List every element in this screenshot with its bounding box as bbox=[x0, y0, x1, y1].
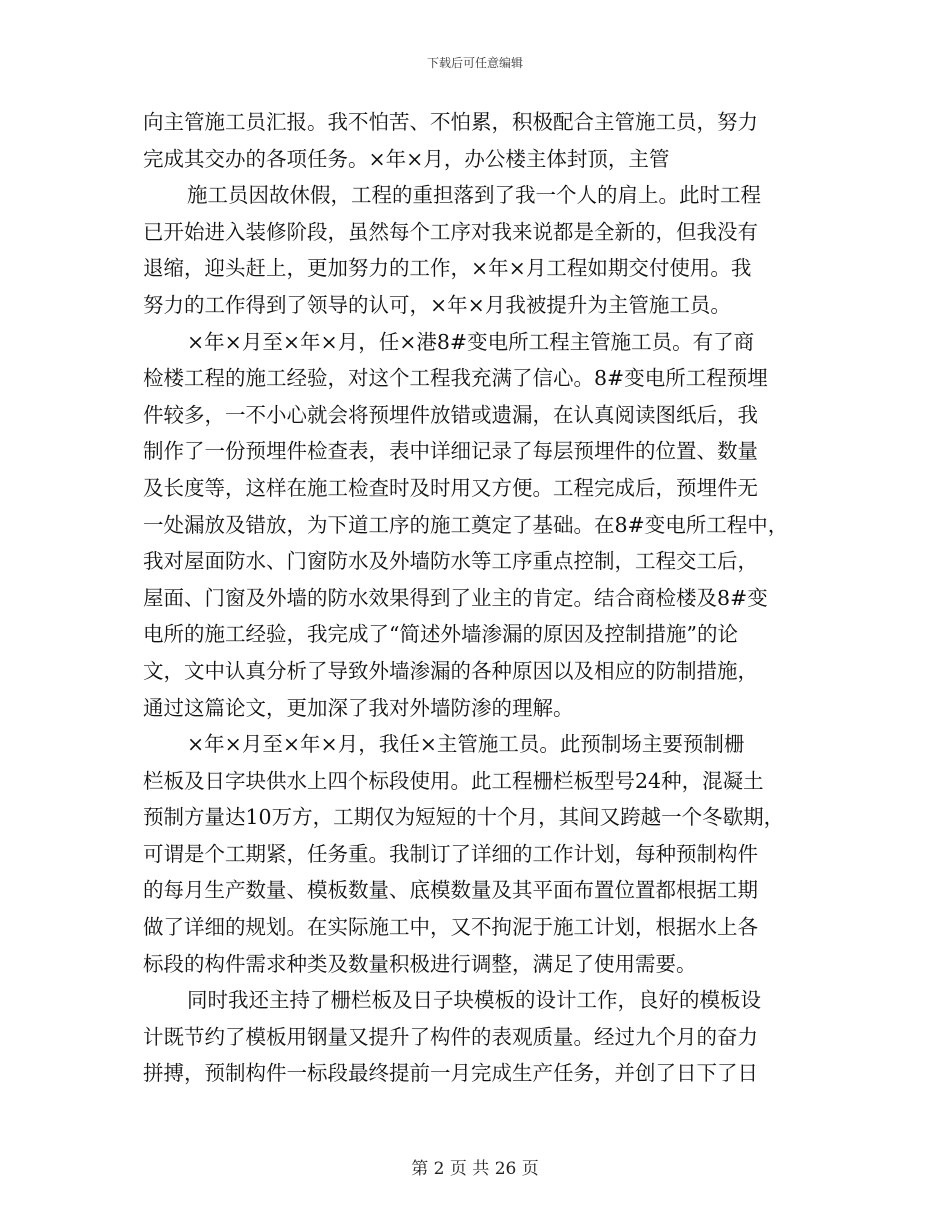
text-line: 可谓是个工期紧，任务重。我制订了详细的工作计划，每种预制构件 bbox=[143, 841, 758, 866]
text-line: 做了详细的规划。在实际施工中，又不拘泥于施工计划，根据水上各 bbox=[143, 915, 758, 940]
page-footer: 第 2 页 共 26 页 bbox=[411, 1159, 539, 1179]
text-line: 的每月生产数量、模板数量、底模数量及其平面布置位置都根据工期 bbox=[143, 878, 758, 903]
text-line: ×年×月至×年×月，我任×主管施工员。此预制场主要预制栅 bbox=[187, 732, 745, 757]
text-line: 检楼工程的施工经验，对这个工程我充满了信心。8#变电所工程预埋 bbox=[143, 366, 768, 391]
text-line: 退缩，迎头赶上，更加努力的工作，×年×月工程如期交付使用。我 bbox=[143, 256, 752, 281]
text-line: 同时我还主持了栅栏板及日子块模板的设计工作，良好的模板设 bbox=[187, 988, 761, 1013]
body-text bbox=[143, 104, 818, 1092]
text-line: 拼搏，预制构件一标段最终提前一月完成生产任务，并创了日下了日 bbox=[143, 1061, 758, 1086]
text-line: 我对屋面防水、门窗防水及外墙防水等工序重点控制，工程交工后， bbox=[143, 549, 758, 574]
text-line: 及长度等，这样在施工检查时及时用又方便。工程完成后，预埋件无 bbox=[143, 475, 758, 500]
text-line: 标段的构件需求种类及数量积极进行调整，满足了使用需要。 bbox=[143, 951, 697, 976]
text-line: 电所的施工经验，我完成了“简述外墙渗漏的原因及控制措施”的论 bbox=[143, 622, 738, 647]
text-line: ×年×月至×年×月，任×港8#变电所工程主管施工员。有了商 bbox=[187, 329, 755, 354]
text-line: 预制方量达10万方，工期仅为短短的十个月，其间又跨越一个冬歇期， bbox=[143, 805, 785, 830]
text-line: 制作了一份预埋件检查表，表中详细记录了每层预埋件的位置、数量 bbox=[143, 439, 758, 464]
text-line: 完成其交办的各项任务。×年×月，办公楼主体封顶，主管 bbox=[143, 146, 670, 171]
text-line: 一处漏放及错放，为下道工序的施工奠定了基础。在8#变电所工程中， bbox=[143, 512, 789, 537]
text-line: 文，文中认真分析了导致外墙渗漏的各种原因以及相应的防制措施， bbox=[143, 658, 758, 683]
text-line: 努力的工作得到了领导的认可，×年×月我被提升为主管施工员。 bbox=[143, 292, 731, 317]
text-line: 向主管施工员汇报。我不怕苦、不怕累，积极配合主管施工员，努力 bbox=[143, 110, 758, 134]
text-line: 已开始进入装修阶段，虽然每个工序对我来说都是全新的，但我没有 bbox=[143, 219, 758, 244]
text-line: 屋面、门窗及外墙的防水效果得到了业主的肯定。结合商检楼及8#变 bbox=[143, 585, 768, 610]
text-line: 施工员因故休假，工程的重担落到了我一个人的肩上。此时工程 bbox=[187, 183, 761, 208]
text-line: 计既节约了模板用钢量又提升了构件的表观质量。经过九个月的奋力 bbox=[143, 1024, 758, 1049]
text-line: 件较多，一不小心就会将预埋件放错或遗漏，在认真阅读图纸后，我 bbox=[143, 402, 758, 427]
text-line: 栏板及日字块供水上四个标段使用。此工程栅栏板型号24种，混凝土 bbox=[143, 768, 764, 793]
text-line: 通过这篇论文，更加深了我对外墙防渗的理解。 bbox=[143, 695, 574, 720]
page-header: 下载后可任意编辑 bbox=[426, 56, 523, 70]
